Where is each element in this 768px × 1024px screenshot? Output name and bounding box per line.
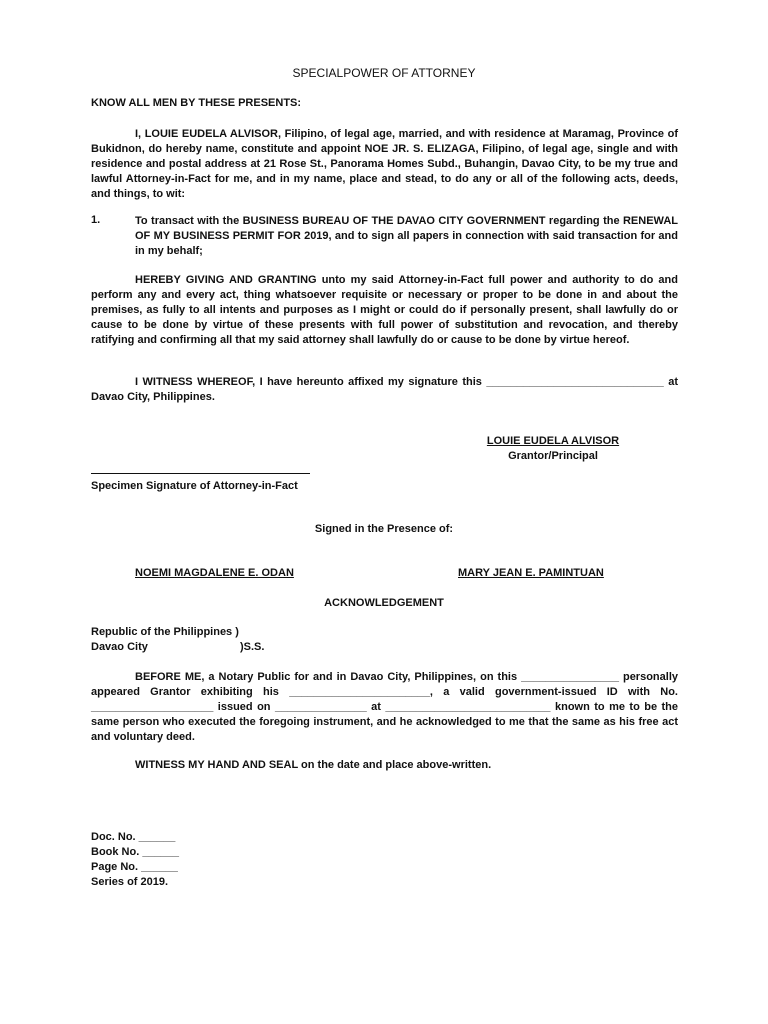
page-no: Page No. ______: [91, 861, 178, 873]
grantor-signature-role: Grantor/Principal: [508, 450, 598, 462]
specimen-signature-label: Specimen Signature of Attorney-in-Fact: [91, 480, 298, 492]
intro-heading: KNOW ALL MEN BY THESE PRESENTS:: [91, 97, 302, 109]
p1-tail: , Filipino, of legal age, single and with residence and postal address at 21 Rose St., Panorama Homes Subd., Buhangin, Davao City, to be my true and lawful Attorney-in-Fact for me, and in my name, place and stead, to do any or all of the following acts, deeds, and things, to wit:: [91, 143, 679, 200]
grantor-name: LOUIE EUDELA ALVISOR: [144, 128, 278, 140]
grantor-signature-name: LOUIE EUDELA ALVISOR: [486, 435, 620, 447]
p1-lead: I,: [135, 128, 145, 140]
presence-label: Signed in the Presence of:: [314, 523, 454, 535]
granting-paragraph: HEREBY GIVING AND GRANTING unto my said Attorney-in-Fact full power and authority to do and perform any and every act, thing whatsoever requisite or necessary or proper to be done in and about the premises, as fully to all intents and purposes as I might or could do if personally present, shall lawfully do or cause to be done by virtue of these presents with full power of substitution and revocation, and thereby ratifying and confirming all that my said attorney shall lawfully do or cause to be done by virtue hereof.: [91, 274, 678, 346]
witness-1-name: NOEMI MAGDALENE E. ODAN: [135, 567, 294, 579]
notary-paragraph: BEFORE ME, a Notary Public for and in Davao City, Philippines, on this ________________ personally appeared Grantor exhibiting his _______________________, a valid government-issued ID with No. ____________________ issued on _______________ at ___________________________ known to me to be the same person who executed the foregoing instrument, and he acknowledged to me that the same as his free act and voluntary deed.: [91, 671, 678, 743]
doc-no: Doc. No. ______: [91, 831, 176, 843]
item-1-text: To transact with the BUSINESS BUREAU OF THE DAVAO CITY GOVERNMENT regarding the RENEWAL OF MY BUSINESS PERMIT FOR 2019, and to sign all papers in connection with said transaction for and in my behalf;: [135, 215, 678, 257]
appointment-paragraph: [91, 127, 678, 202]
specimen-signature-line: [91, 473, 310, 474]
series: Series of 2019.: [91, 876, 169, 888]
attorney-name: NOE JR. S. ELIZAGA: [364, 143, 476, 155]
p1-mid: , Filipino, of legal age, married, and with residence at Maramag, Province of Bukidnon, do hereby name, constitute and appoint: [91, 128, 678, 155]
document-title: SPECIALPOWER OF ATTORNEY: [292, 66, 476, 80]
venue-city: Davao City: [91, 641, 148, 653]
acknowledgement-title: ACKNOWLEDGEMENT: [324, 597, 444, 609]
book-no: Book No. ______: [91, 846, 180, 858]
item-number: 1.: [91, 214, 101, 226]
venue-ss: )S.S.: [240, 641, 265, 653]
witness-hand-seal: WITNESS MY HAND AND SEAL on the date and place above-written.: [135, 759, 492, 771]
witness-whereof-paragraph: I WITNESS WHEREOF, I have hereunto affixed my signature this _____________________________ at Davao City, Philippines.: [91, 376, 678, 403]
witness-2-name: MARY JEAN E. PAMINTUAN: [458, 567, 604, 579]
venue-line-1: Republic of the Philippines ): [91, 626, 239, 638]
